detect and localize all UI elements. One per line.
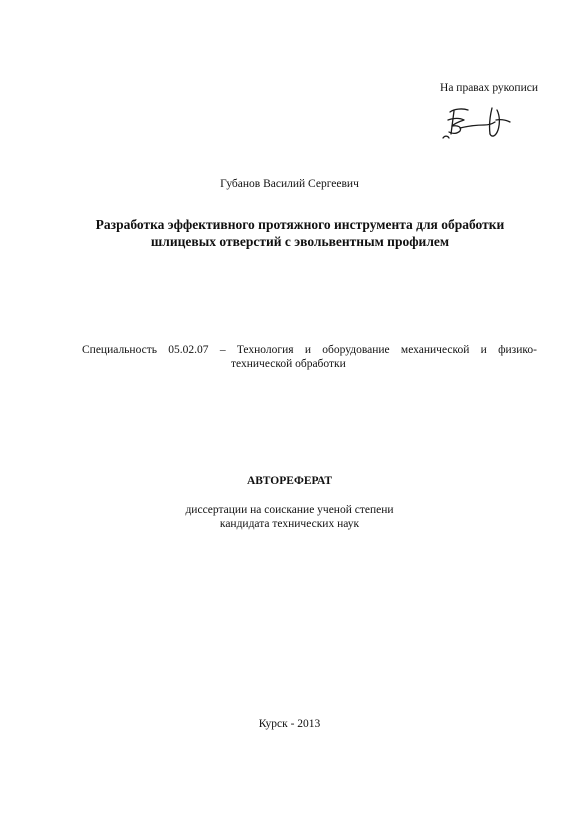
title-line-2: шлицевых отверстий с эвольвентным профилем (150, 234, 450, 249)
degree-block (0, 503, 579, 531)
rights-notice: На правах рукописи (440, 82, 538, 94)
specialty-word: – (219, 344, 226, 356)
specialty-word: Специальность (82, 344, 157, 356)
specialty-word: и (480, 344, 487, 356)
specialty-block (82, 343, 537, 371)
place-and-year: Курск - 2013 (258, 718, 321, 730)
dissertation-title (60, 216, 540, 250)
document-type: АВТОРЕФЕРАТ (246, 475, 333, 487)
specialty-word: оборудование (322, 344, 390, 356)
specialty-word: и (304, 344, 311, 356)
handwritten-signature (440, 100, 520, 142)
specialty-line-2: технической обработки (231, 358, 346, 370)
specialty-word: Технология (236, 344, 294, 356)
degree-line-1: диссертации на соискание ученой степени (185, 504, 394, 516)
specialty-line-1 (82, 343, 537, 357)
specialty-word: 05.02.07 (168, 344, 209, 356)
specialty-word: физико- (498, 344, 537, 356)
author-name: Губанов Василий Сергеевич (220, 178, 359, 190)
degree-line-2: кандидата технических наук (219, 518, 360, 530)
title-line-1: Разработка эффективного протяжного инструмента для обработки (95, 217, 505, 232)
specialty-word: механической (400, 344, 470, 356)
